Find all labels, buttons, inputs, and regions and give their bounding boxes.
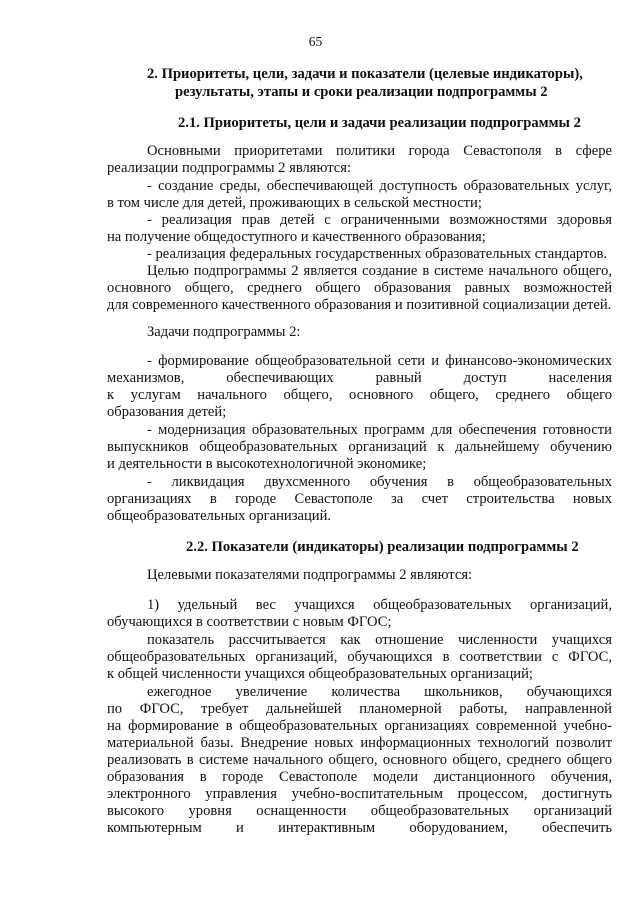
- paragraph-line: на получение общедоступного и качественного образования;: [107, 229, 486, 245]
- indicator-line: показатель рассчитывается как отношение численности учащихся: [147, 632, 612, 648]
- paragraph-line: - создание среды, обеспечивающей доступность образовательных услуг,: [147, 178, 612, 194]
- paragraph-line: - реализация прав детей с ограниченными возможностями здоровья: [147, 212, 612, 228]
- indicator-line: материальной базы. Внедрение новых информационных технологий позволит: [107, 735, 612, 751]
- paragraph-line: - реализация федеральных государственных образовательных стандартов.: [147, 246, 608, 262]
- indicator-line: компьютерным и интерактивным оборудованием, обеспечить: [107, 820, 612, 836]
- paragraph-line: основного общего, среднего общего образования равных возможностей: [107, 280, 612, 296]
- indicator-line: ежегодное увеличение количества школьников, обучающихся: [147, 684, 612, 700]
- task-line: механизмов, обеспечивающих равный доступ населения: [107, 370, 612, 386]
- task-line: - модернизация образовательных программ для обеспечения готовности: [147, 422, 612, 438]
- task-line: организациях в городе Севастополе за счет строительства новых: [107, 491, 612, 507]
- indicator-line: на формирование в общеобразовательных организациях современной учебно-: [107, 718, 612, 734]
- indicator-line: высокого уровня оснащенности общеобразовательных организаций: [107, 803, 612, 819]
- tasks-label: Задачи подпрограммы 2:: [147, 324, 301, 340]
- paragraph-line: Целью подпрограммы 2 является создание в системе начального общего,: [147, 263, 612, 279]
- indicator-line: реализовать в системе начального общего, основного общего, среднего общего: [107, 752, 612, 768]
- task-line: образования детей;: [107, 404, 227, 420]
- indicator-line: к общей численности учащихся общеобразовательных организаций;: [107, 666, 533, 682]
- subsection-1-heading: 2.1. Приоритеты, цели и задачи реализации подпрограммы 2: [178, 115, 581, 131]
- subsection-2-heading: 2.2. Показатели (индикаторы) реализации подпрограммы 2: [186, 539, 579, 555]
- indicator-line: общеобразовательных организаций, обучающихся в соответствии с ФГОС,: [107, 649, 612, 665]
- task-line: выпускников общеобразовательных организаций к дальнейшему обучению: [107, 439, 612, 455]
- task-line: общеобразовательных организаций.: [107, 508, 332, 524]
- paragraph-line: реализации подпрограммы 2 являются:: [107, 160, 352, 176]
- indicator-line: 1) удельный вес учащихся общеобразовательных организаций,: [147, 597, 612, 613]
- task-line: к услугам начального общего, основного общего, среднего общего: [107, 387, 612, 403]
- task-line: и деятельности в высокотехнологичной экономике;: [107, 456, 427, 472]
- page-number: 65: [308, 34, 323, 49]
- section-heading-line-1: 2. Приоритеты, цели, задачи и показатели (целевые индикаторы),: [147, 66, 583, 82]
- task-line: - ликвидация двухсменного обучения в общеобразовательных: [147, 474, 612, 490]
- task-line: - формирование общеобразовательной сети и финансово-экономических: [147, 353, 612, 369]
- section-heading-line-2: результаты, этапы и сроки реализации подпрограммы 2: [175, 84, 548, 100]
- indicator-line: образования в городе Севастополе модели дистанционного обучения,: [107, 769, 612, 785]
- paragraph-line: для современного качественного образования и позитивной социализации детей.: [107, 297, 612, 313]
- indicators-intro: Целевыми показателями подпрограммы 2 являются:: [147, 567, 473, 583]
- paragraph-line: Основными приоритетами политики города Севастополя в сфере: [147, 143, 612, 159]
- indicator-line: электронного управления учебно-воспитательным процессом, достигнуть: [107, 786, 612, 802]
- indicator-line: по ФГОС, требует дальнейшей планомерной работы, направленной: [107, 701, 612, 717]
- indicator-line: обучающихся в соответствии с новым ФГОС;: [107, 614, 392, 630]
- paragraph-line: в том числе для детей, проживающих в сельской местности;: [107, 195, 482, 211]
